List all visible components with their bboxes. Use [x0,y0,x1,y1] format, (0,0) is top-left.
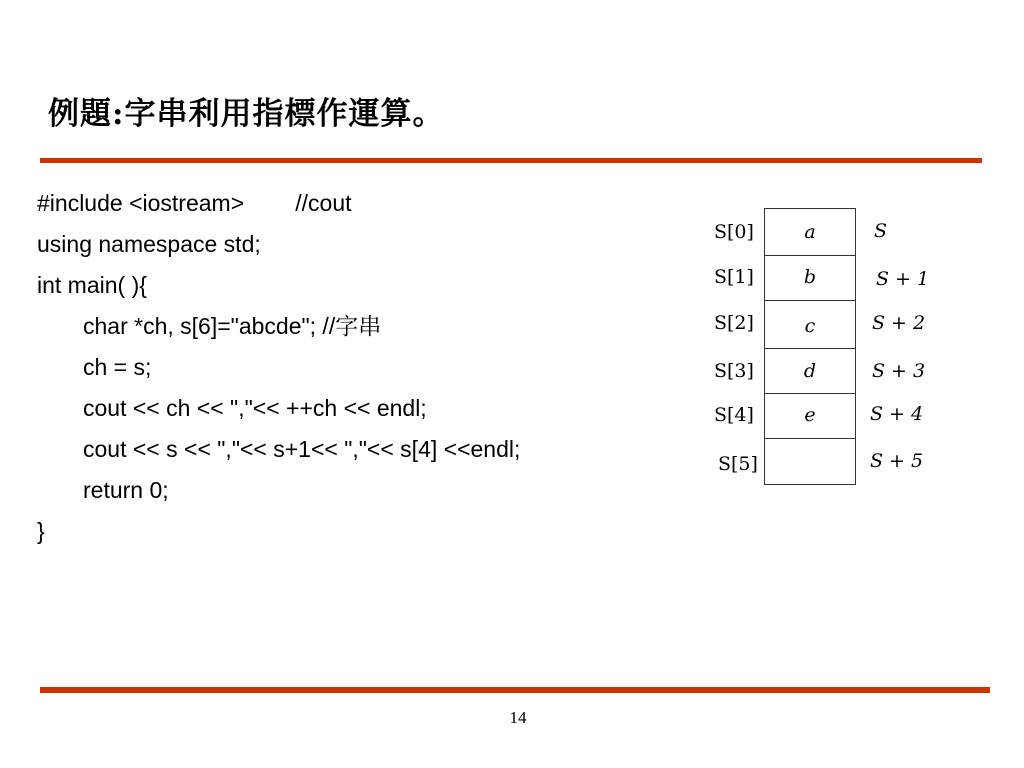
code-line: cout << s << ","<< s+1<< ","<< s[4] <<endl; [83,436,521,462]
cell-value: b [803,266,817,288]
index-label: S[5] [718,453,758,475]
address-label: S + 4 [870,403,924,425]
memory-diagram [700,200,960,500]
cell-value: a [804,221,816,243]
address-label: S + 3 [872,360,926,382]
slide-title: 例題:字串利用指標作運算。 [48,96,445,132]
index-label: S[1] [714,266,754,288]
code-line: ch = s; [83,354,152,380]
code-line: return 0; [83,477,169,503]
page-number: 14 [509,708,527,727]
cell-value: e [804,404,816,426]
cell-value: c [804,315,816,337]
memory-cell [764,438,856,485]
code-line: #include <iostream> //cout [37,190,352,216]
code-line: int main( ){ [37,272,147,298]
address-label: S + 1 [876,268,930,290]
code-line: using namespace std; [37,231,261,257]
memory-cell [764,208,856,255]
code-block [37,186,520,555]
memory-cell [764,393,856,438]
memory-cell [764,300,856,348]
cell-value: d [803,360,817,382]
index-label: S[4] [714,404,754,426]
index-label: S[2] [714,312,754,334]
index-label: S[0] [714,221,754,243]
memory-cell [764,348,856,393]
top-divider [40,158,982,163]
address-label: S + 5 [870,450,924,472]
index-label: S[3] [714,360,754,382]
code-line: cout << ch << ","<< ++ch << endl; [83,395,427,421]
code-line: char *ch, s[6]="abcde"; //字串 [83,313,382,339]
memory-cell [764,255,856,300]
code-line: } [37,518,45,544]
bottom-divider [40,687,990,693]
address-label: S [874,220,888,242]
address-label: S + 2 [872,312,926,334]
